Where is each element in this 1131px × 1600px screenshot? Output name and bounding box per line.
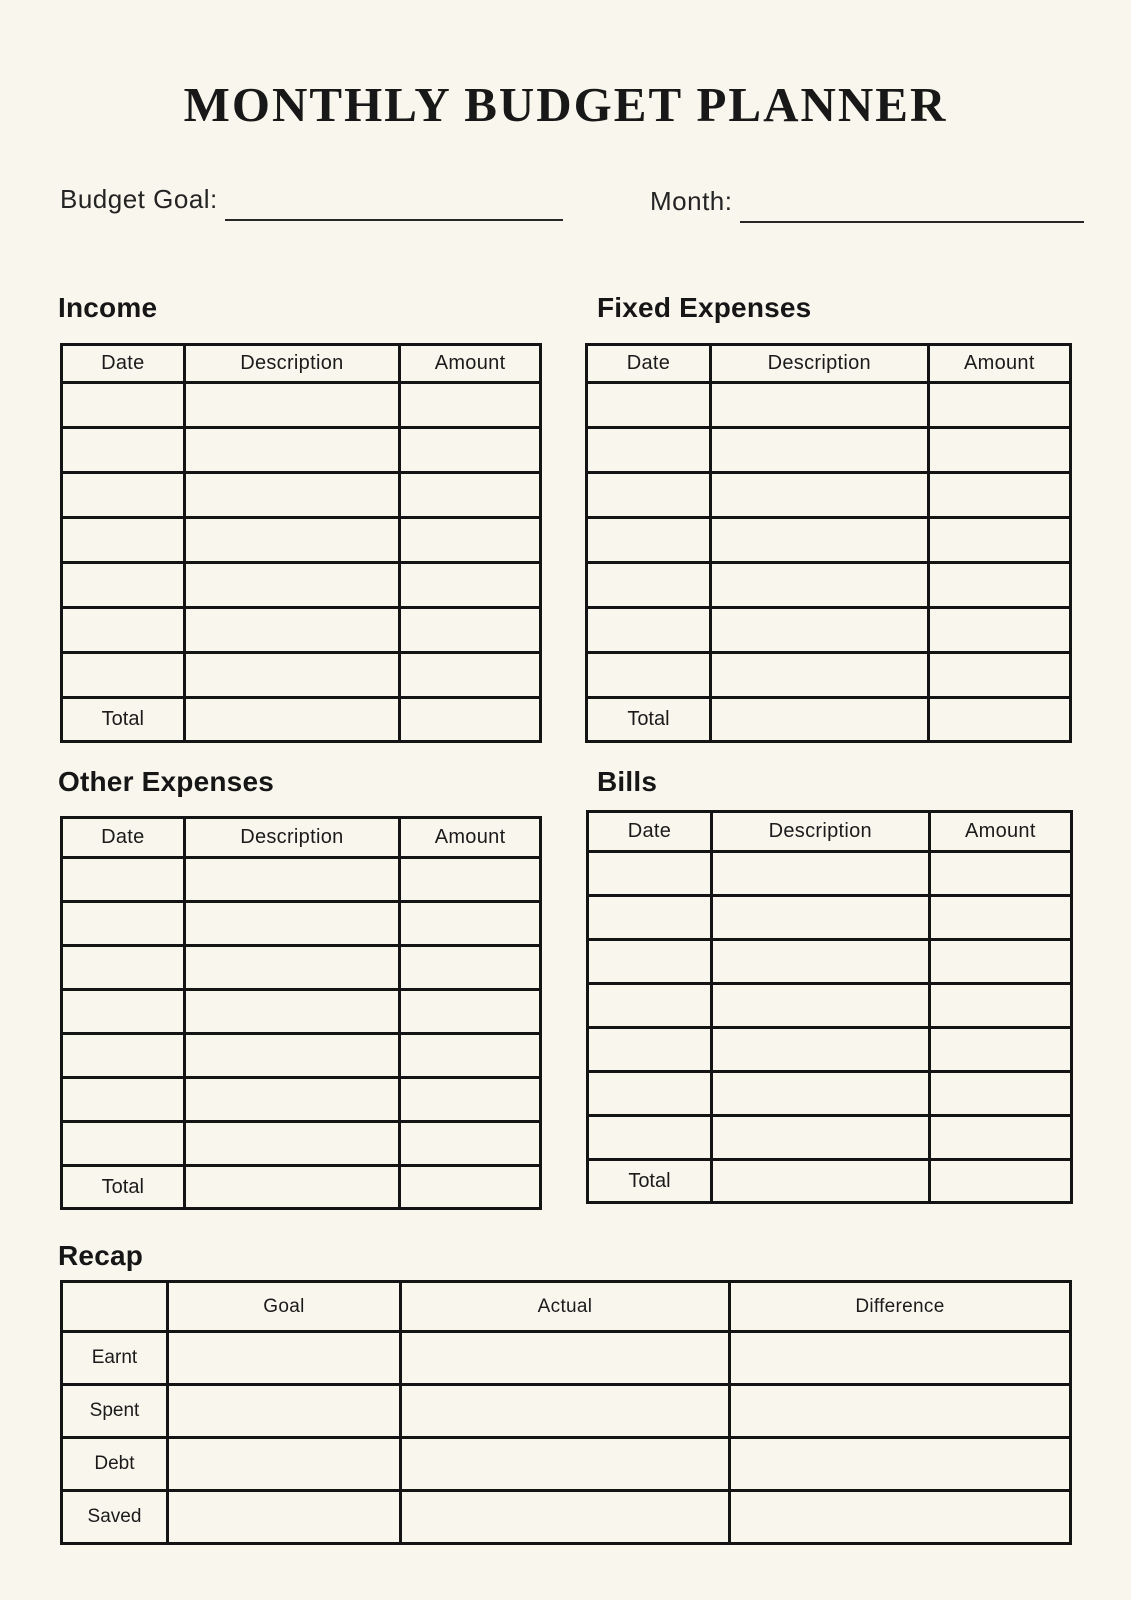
other-expenses-row-6 [62,1078,541,1122]
other-expenses-header-description: Description [184,818,400,858]
income-header-date: Date [62,345,185,383]
other-expenses-row-2-amount-cell[interactable] [400,902,541,946]
other-expenses-total-row [62,1166,541,1209]
bills-total-row [588,1160,1072,1203]
fixed-expenses-table [585,343,1072,743]
income-row-1-amount-cell[interactable] [400,383,541,428]
fixed-expenses-row-3 [587,473,1071,518]
bills-row-5 [588,1028,1072,1072]
budget-goal-field [60,184,563,214]
other-expenses-total-label: Total [62,1166,185,1209]
fixed-expenses-total-label: Total [587,698,711,742]
other-expenses-row-2-date-cell[interactable] [62,902,185,946]
other-expenses-row-3-amount-cell[interactable] [400,946,541,990]
bills-row-4-date-cell[interactable] [588,984,712,1028]
bills-row-2 [588,896,1072,940]
recap-header-blank [62,1282,168,1332]
fixed-expenses-row-2-description-cell[interactable] [710,428,928,473]
other-expenses-row-6-amount-cell[interactable] [400,1078,541,1122]
recap-debt-difference-cell[interactable] [729,1438,1070,1491]
page-title: MONTHLY BUDGET PLANNER [183,77,948,132]
income-table [60,343,542,743]
income-row-5-date-cell[interactable] [62,563,185,608]
recap-debt-goal-cell[interactable] [167,1438,400,1491]
other-expenses-row-5-amount-cell[interactable] [400,1034,541,1078]
recap-row-saved [62,1491,1071,1544]
fixed-expenses-row-5-date-cell[interactable] [587,563,711,608]
other-expenses-row-5-date-cell[interactable] [62,1034,185,1078]
income-row-7-description-cell[interactable] [184,653,400,698]
fixed-expenses-header-date: Date [587,345,711,383]
income-row-1-date-cell[interactable] [62,383,185,428]
recap-spent-label: Spent [62,1385,168,1438]
bills-row-3-description-cell[interactable] [711,940,929,984]
other-expenses-header-date: Date [62,818,185,858]
recap-header-difference: Difference [729,1282,1070,1332]
income-row-5 [62,563,541,608]
income-row-2-description-cell[interactable] [184,428,400,473]
bills-row-5-date-cell[interactable] [588,1028,712,1072]
income-row-6 [62,608,541,653]
fixed-expenses-header-description: Description [710,345,928,383]
recap-spent-difference-cell[interactable] [729,1385,1070,1438]
bills-row-4-description-cell[interactable] [711,984,929,1028]
section-title-recap: Recap [58,1240,144,1271]
bills-row-2-description-cell[interactable] [711,896,929,940]
fixed-expenses-row-7-amount-cell[interactable] [928,653,1070,698]
income-row-4 [62,518,541,563]
recap-header-row [62,1282,1071,1332]
bills-row-2-amount-cell[interactable] [929,896,1071,940]
income-header-row [62,345,541,383]
recap-row-debt [62,1438,1071,1491]
income-row-2-date-cell[interactable] [62,428,185,473]
bills-header-amount: Amount [929,812,1071,852]
fixed-expenses-row-3-amount-cell[interactable] [928,473,1070,518]
income-row-4-date-cell[interactable] [62,518,185,563]
recap-saved-label: Saved [62,1491,168,1544]
income-header-description: Description [184,345,400,383]
fixed-expenses-row-1-date-cell[interactable] [587,383,711,428]
other-expenses-row-4 [62,990,541,1034]
bills-row-4 [588,984,1072,1028]
recap-row-earnt [62,1332,1071,1385]
bills-header-row [588,812,1072,852]
recap-earnt-difference-cell[interactable] [729,1332,1070,1385]
bills-row-1-description-cell[interactable] [711,852,929,896]
bills-total-label: Total [588,1160,712,1203]
bills-row-5-amount-cell[interactable] [929,1028,1071,1072]
recap-row-spent [62,1385,1071,1438]
fixed-expenses-row-3-date-cell[interactable] [587,473,711,518]
section-title-income: Income [58,292,158,323]
other-expenses-row-5-description-cell[interactable] [184,1034,400,1078]
income-row-1 [62,383,541,428]
bills-row-6-date-cell[interactable] [588,1072,712,1116]
income-row-6-description-cell[interactable] [184,608,400,653]
recap-saved-goal-cell[interactable] [167,1491,400,1544]
other-expenses-header-row [62,818,541,858]
bills-row-7-amount-cell[interactable] [929,1116,1071,1160]
section-title-other-expenses: Other Expenses [58,766,274,797]
fixed-expenses-row-5 [587,563,1071,608]
recap-spent-actual-cell[interactable] [401,1385,730,1438]
month-fill-line[interactable] [740,217,1084,223]
income-row-5-description-cell[interactable] [184,563,400,608]
income-row-4-description-cell[interactable] [184,518,400,563]
other-expenses-row-7-date-cell[interactable] [62,1122,185,1166]
income-row-7 [62,653,541,698]
recap-spent-goal-cell[interactable] [167,1385,400,1438]
other-expenses-header-amount: Amount [400,818,541,858]
income-total-description-cell[interactable] [184,698,400,742]
other-expenses-row-7 [62,1122,541,1166]
bills-row-2-date-cell[interactable] [588,896,712,940]
income-row-6-date-cell[interactable] [62,608,185,653]
bills-header-date: Date [588,812,712,852]
bills-row-5-description-cell[interactable] [711,1028,929,1072]
bills-row-7 [588,1116,1072,1160]
income-row-7-amount-cell[interactable] [400,653,541,698]
bills-row-7-description-cell[interactable] [711,1116,929,1160]
bills-row-3-amount-cell[interactable] [929,940,1071,984]
bills-total-description-cell[interactable] [711,1160,929,1203]
recap-table [60,1280,1072,1545]
fixed-expenses-row-5-amount-cell[interactable] [928,563,1070,608]
other-expenses-table [60,816,542,1210]
other-expenses-row-1-description-cell[interactable] [184,858,400,902]
other-expenses-row-3 [62,946,541,990]
fixed-expenses-row-7 [587,653,1071,698]
income-row-5-amount-cell[interactable] [400,563,541,608]
fixed-expenses-row-1 [587,383,1071,428]
fixed-expenses-row-3-description-cell[interactable] [710,473,928,518]
fixed-expenses-row-6 [587,608,1071,653]
bills-row-4-amount-cell[interactable] [929,984,1071,1028]
fixed-expenses-row-5-description-cell[interactable] [710,563,928,608]
section-title-fixed-expenses: Fixed Expenses [597,292,812,323]
fixed-expenses-row-1-amount-cell[interactable] [928,383,1070,428]
fixed-expenses-row-4 [587,518,1071,563]
other-expenses-row-1-date-cell[interactable] [62,858,185,902]
section-title-bills: Bills [597,766,658,797]
income-row-2 [62,428,541,473]
fixed-expenses-row-2-date-cell[interactable] [587,428,711,473]
other-expenses-row-3-date-cell[interactable] [62,946,185,990]
income-row-4-amount-cell[interactable] [400,518,541,563]
other-expenses-row-1-amount-cell[interactable] [400,858,541,902]
income-row-3-description-cell[interactable] [184,473,400,518]
recap-debt-actual-cell[interactable] [401,1438,730,1491]
bills-row-7-date-cell[interactable] [588,1116,712,1160]
recap-earnt-label: Earnt [62,1332,168,1385]
fixed-expenses-row-6-description-cell[interactable] [710,608,928,653]
bills-header-description: Description [711,812,929,852]
bills-row-6-amount-cell[interactable] [929,1072,1071,1116]
fixed-expenses-row-1-description-cell[interactable] [710,383,928,428]
bills-row-1 [588,852,1072,896]
income-total-amount-cell[interactable] [400,698,541,742]
other-expenses-row-4-description-cell[interactable] [184,990,400,1034]
fixed-expenses-total-description-cell[interactable] [710,698,928,742]
recap-saved-actual-cell[interactable] [401,1491,730,1544]
bills-row-1-date-cell[interactable] [588,852,712,896]
bills-row-6-description-cell[interactable] [711,1072,929,1116]
fixed-expenses-row-4-description-cell[interactable] [710,518,928,563]
recap-debt-label: Debt [62,1438,168,1491]
recap-header-goal: Goal [167,1282,400,1332]
bills-row-3-date-cell[interactable] [588,940,712,984]
recap-saved-difference-cell[interactable] [729,1491,1070,1544]
income-row-7-date-cell[interactable] [62,653,185,698]
recap-earnt-goal-cell[interactable] [167,1332,400,1385]
bills-total-amount-cell[interactable] [929,1160,1071,1203]
income-total-label: Total [62,698,185,742]
bills-table [586,810,1073,1204]
other-expenses-row-4-amount-cell[interactable] [400,990,541,1034]
fixed-expenses-header-amount: Amount [928,345,1070,383]
bills-row-1-amount-cell[interactable] [929,852,1071,896]
income-header-amount: Amount [400,345,541,383]
other-expenses-row-1 [62,858,541,902]
other-expenses-row-6-date-cell[interactable] [62,1078,185,1122]
income-total-row [62,698,541,742]
other-expenses-row-2 [62,902,541,946]
fixed-expenses-row-6-amount-cell[interactable] [928,608,1070,653]
income-row-2-amount-cell[interactable] [400,428,541,473]
income-row-3 [62,473,541,518]
other-expenses-total-description-cell[interactable] [184,1166,400,1209]
other-expenses-row-2-description-cell[interactable] [184,902,400,946]
fixed-expenses-row-4-date-cell[interactable] [587,518,711,563]
budget-goal-fill-line[interactable] [225,215,563,221]
bills-row-3 [588,940,1072,984]
fixed-expenses-row-7-date-cell[interactable] [587,653,711,698]
fixed-expenses-header-row [587,345,1071,383]
income-row-6-amount-cell[interactable] [400,608,541,653]
other-expenses-row-3-description-cell[interactable] [184,946,400,990]
income-row-1-description-cell[interactable] [184,383,400,428]
recap-earnt-actual-cell[interactable] [401,1332,730,1385]
fixed-expenses-row-2 [587,428,1071,473]
fixed-expenses-total-row [587,698,1071,742]
other-expenses-row-4-date-cell[interactable] [62,990,185,1034]
other-expenses-total-amount-cell[interactable] [400,1166,541,1209]
fixed-expenses-row-6-date-cell[interactable] [587,608,711,653]
other-expenses-row-7-amount-cell[interactable] [400,1122,541,1166]
other-expenses-row-7-description-cell[interactable] [184,1122,400,1166]
other-expenses-row-5 [62,1034,541,1078]
bills-row-6 [588,1072,1072,1116]
income-row-3-date-cell[interactable] [62,473,185,518]
other-expenses-row-6-description-cell[interactable] [184,1078,400,1122]
month-field [650,186,1084,216]
fixed-expenses-row-7-description-cell[interactable] [710,653,928,698]
fixed-expenses-row-2-amount-cell[interactable] [928,428,1070,473]
fixed-expenses-total-amount-cell[interactable] [928,698,1070,742]
budget-goal-label: Budget Goal: [60,184,218,214]
recap-header-actual: Actual [401,1282,730,1332]
month-label: Month: [650,186,733,216]
fixed-expenses-row-4-amount-cell[interactable] [928,518,1070,563]
income-row-3-amount-cell[interactable] [400,473,541,518]
